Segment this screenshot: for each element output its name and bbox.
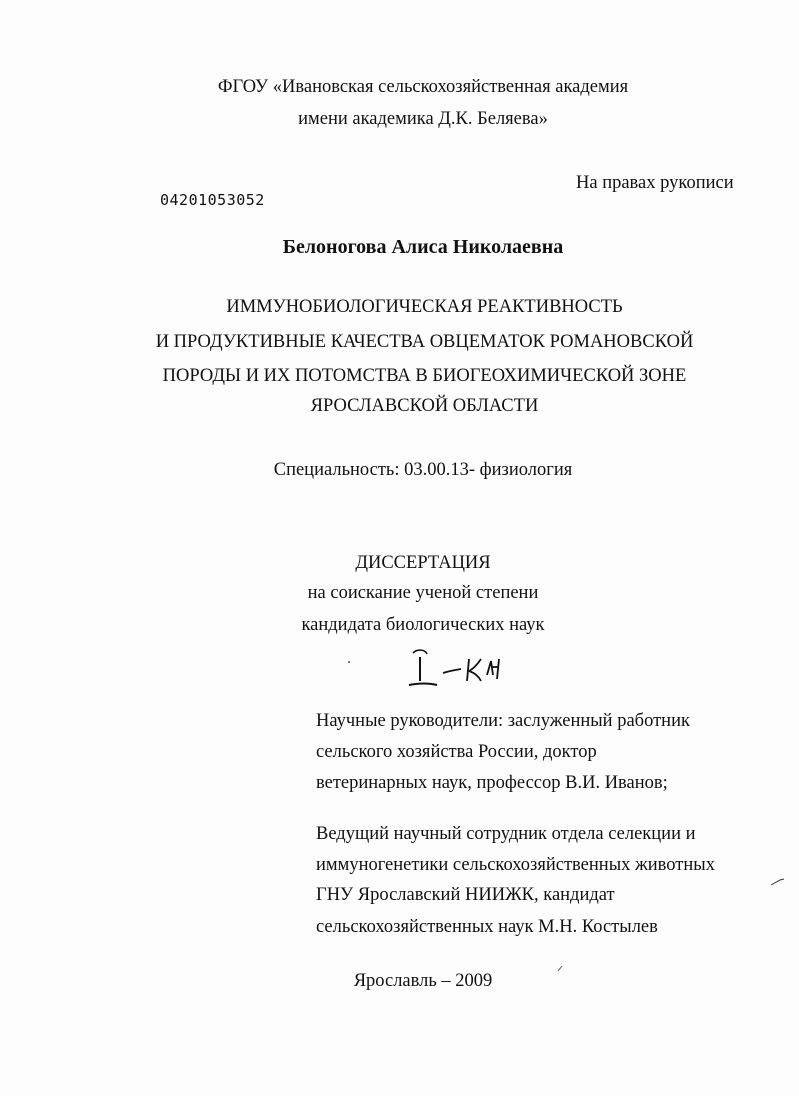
title-line: И ПРОДУКТИВНЫЕ КАЧЕСТВА ОВЦЕМАТОК РОМАНОВСКОЙ [155, 332, 694, 352]
co-supervisor-line: Ведущий научный сотрудник отдела селекции и [316, 824, 696, 844]
co-supervisor-line: сельскохозяйственных наук М.Н. Костылев [316, 917, 658, 937]
specialty-line: Специальность: 03.00.13- физиология [273, 460, 573, 480]
organization-line-1: ФГОУ «Ивановская сельскохозяйственная академия [217, 77, 629, 97]
supervisors-line: ветеринарных наук, профессор В.И. Иванов; [316, 773, 668, 793]
ink-speck [770, 878, 786, 886]
catalog-code: 04201053052 [160, 191, 265, 209]
document-type-label: ДИССЕРТАЦИЯ [355, 553, 491, 573]
author-name: Белоногова Алиса Николаевна [282, 236, 564, 258]
rights-note: На правах рукописи [576, 173, 734, 193]
title-line: ПОРОДЫ И ИХ ПОТОМСТВА В БИОГЕОХИМИЧЕСКОЙ ЗОНЕ [162, 366, 687, 386]
supervisors-line: Научные руководители: заслуженный работник [316, 711, 690, 731]
degree-line-2: кандидата биологических наук [301, 615, 545, 635]
title-line: ЯРОСЛАВСКОЙ ОБЛАСТИ [310, 396, 539, 416]
degree-line-1: на соискание ученой степени [307, 583, 539, 603]
ink-dot [348, 661, 350, 663]
handwritten-mark [395, 645, 515, 695]
title-line: ИММУНОБИОЛОГИЧЕСКАЯ РЕАКТИВНОСТЬ [226, 297, 623, 317]
co-supervisor-line: иммуногенетики сельскохозяйственных животных [316, 855, 715, 875]
organization-line-2: имени академика Д.К. Беляева» [298, 109, 548, 129]
supervisors-line: сельского хозяйства России, доктор [316, 742, 597, 762]
co-supervisor-line: ГНУ Ярославский НИИЖК, кандидат [316, 885, 615, 905]
city-year: Ярославль – 2009 [353, 971, 493, 991]
